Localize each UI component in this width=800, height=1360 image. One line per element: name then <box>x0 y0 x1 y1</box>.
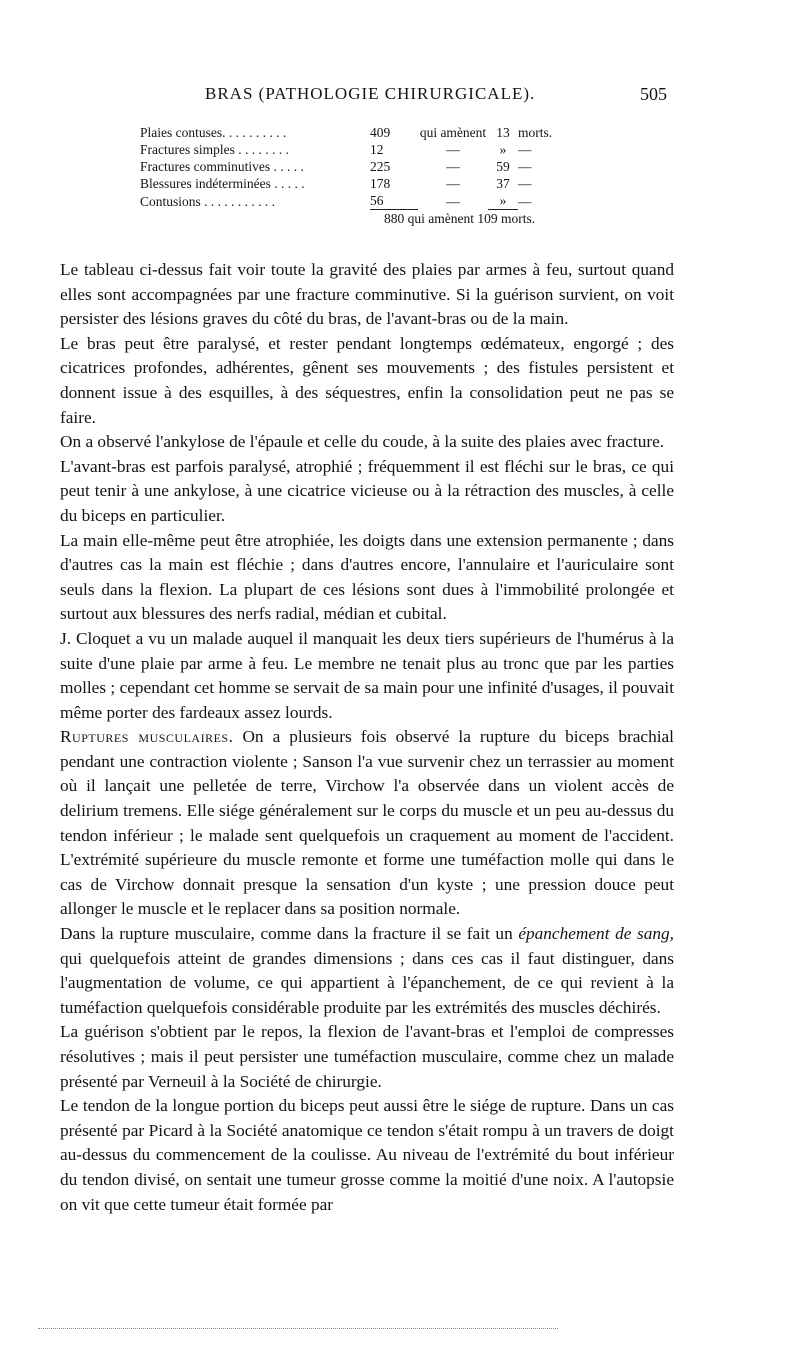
row-tail: — <box>518 193 532 209</box>
row-deaths: » <box>499 142 507 157</box>
paragraph: Le tendon de la longue portion du biceps peut aussi être le siége de rupture. Dans un cas présenté par Picard à la Société anatomique ce tendon s'était rompu à un travers de doigt au-dessus du commencement de la coulisse. Au niveau de l'extrémité du bout inférieur du tendon divisé, on sentait une tumeur grosse comme la moitié d'une noix. A l'autopsie on vit que cette tumeur était formée par <box>60 1096 674 1214</box>
row-deaths: 59 <box>496 159 510 174</box>
page-number: 505 <box>640 84 667 104</box>
statistics-table <box>140 124 578 210</box>
row-label: Blessures indéterminées . . . . . <box>140 176 305 191</box>
paragraph: La main elle-même peut être atrophiée, les doigts dans une extension permanente ; dans d'autres cas la main est fléchie ; dans d'autres encore, l'annulaire et l'auriculaire sont seuls dans la flexion. La plupart de ces lésions sont dues à l'immobilité prolongée et surtout aux blessures des nerfs radial, médian et cubital. <box>60 530 674 624</box>
paragraph <box>60 725 674 922</box>
section-heading: Ruptures musculaires. <box>60 727 234 747</box>
paragraph <box>60 922 674 1020</box>
row-count: 225 <box>370 159 391 174</box>
paragraph: J. Cloquet a vu un malade auquel il manquait les deux tiers supérieurs de l'humérus à la suite d'une plaie par arme à feu. Le membre ne tenait plus au tronc que par les parties molles ; cependant cet homme se servait de sa main pour une infinité d'usages, il pouvait même porter des fardeaux assez lourds. <box>60 628 674 722</box>
row-count: 56 <box>370 192 418 210</box>
row-tail: morts. <box>518 125 553 140</box>
row-label: Plaies contuses. . . . . . . . . . <box>140 125 287 140</box>
row-tail: — <box>518 142 532 157</box>
row-deaths: 37 <box>496 176 510 191</box>
row-label: Fractures simples . . . . . . . . <box>140 142 289 157</box>
bottom-rule <box>38 1328 558 1329</box>
row-label: Contusions . . . . . . . . . . . <box>140 193 276 209</box>
row-count: 409 <box>370 125 391 140</box>
paragraph: Le tableau ci-dessus fait voir toute la gravité des plaies par armes à feu, surtout quand elles sont accompagnées par une fracture comminutive. Si la guérison survient, on voit persister des lésions graves du côté du bras, de l'avant-bras ou de la main. <box>60 260 674 329</box>
page-header <box>0 84 800 110</box>
table-row <box>140 175 578 192</box>
row-deaths: 13 <box>496 125 510 140</box>
paragraph: Le bras peut être paralysé, et rester pendant longtemps œdémateux, engorgé ; des cicatrices profondes, adhérentes, gênent ses mouvements ; des fistules persistent et donnent issue à des esquilles, à des séquestres, enfin la consolidation peut ne pas se faire. <box>60 333 674 427</box>
row-middle: — <box>446 159 460 174</box>
row-middle: qui amènent <box>419 125 487 140</box>
row-middle: — <box>446 176 460 191</box>
row-count: 178 <box>370 176 391 191</box>
row-tail: — <box>518 176 532 191</box>
row-middle: — <box>446 193 460 209</box>
row-label: Fractures comminutives . . . . . <box>140 159 304 174</box>
paragraph-text: On a plusieurs fois observé la rupture du biceps brachial pendant une contraction violente ; Sanson l'a vue survenir chez un terrassier au moment où il lançait une pelletée de terre, Virchow l'a observée dans un violent accès de delirium tremens. Elle siége généralement sur le corps du muscle et un peu au-dessus du tendon inférieur ; le malade sent quelquefois un craquement au moment de l'accident. L'extrémité supérieure du muscle remonte et forme une tuméfaction molle qui dans le cas de Virchow donnait presque la sensation d'un kyste ; une pression douce peut allonger le muscle et le replacer dans sa position normale. <box>60 727 674 919</box>
row-tail: — <box>518 159 532 174</box>
paragraph: On a observé l'ankylose de l'épaule et celle du coude, à la suite des plaies avec fracture. <box>60 432 665 452</box>
paragraph: L'avant-bras est parfois paralysé, atrophié ; fréquemment il est fléchi sur le bras, ce qui peut tenir à une ankylose, à une cicatrice vicieuse ou à la rétraction des muscles, à celle du biceps en particulier. <box>60 456 674 525</box>
running-title: BRAS (PATHOLOGIE CHIRURGICALE). <box>205 84 536 103</box>
paragraph: La guérison s'obtient par le repos, la flexion de l'avant-bras et l'emploi de compresses résolutives ; mais il peut persister une tuméfaction musculaire, comme chez un malade présenté par Verneuil à la Société de chirurgie. <box>60 1022 674 1091</box>
table-row <box>140 141 578 158</box>
row-deaths: » <box>488 192 518 210</box>
table-row <box>140 124 578 141</box>
paragraph-text: Dans la rupture musculaire, comme dans la fracture il se fait un <box>60 924 519 944</box>
body-text <box>60 258 674 1217</box>
row-middle: — <box>446 142 460 157</box>
table-row <box>140 192 578 210</box>
emphasis-text: épanchement de sang, <box>518 924 674 944</box>
table-total: 880 qui amènent 109 morts. <box>384 211 536 226</box>
table-row <box>140 158 578 175</box>
row-count: 12 <box>370 142 384 157</box>
paragraph-text: qui quelquefois atteint de grandes dimensions ; dans ces cas il faut distinguer, dans l'augmentation de volume, ce qui appartient à l'épanchement, de ce qui revient à la tuméfaction quelquefois considérable produite par les extrémités des muscles déchirés. <box>60 948 674 1017</box>
